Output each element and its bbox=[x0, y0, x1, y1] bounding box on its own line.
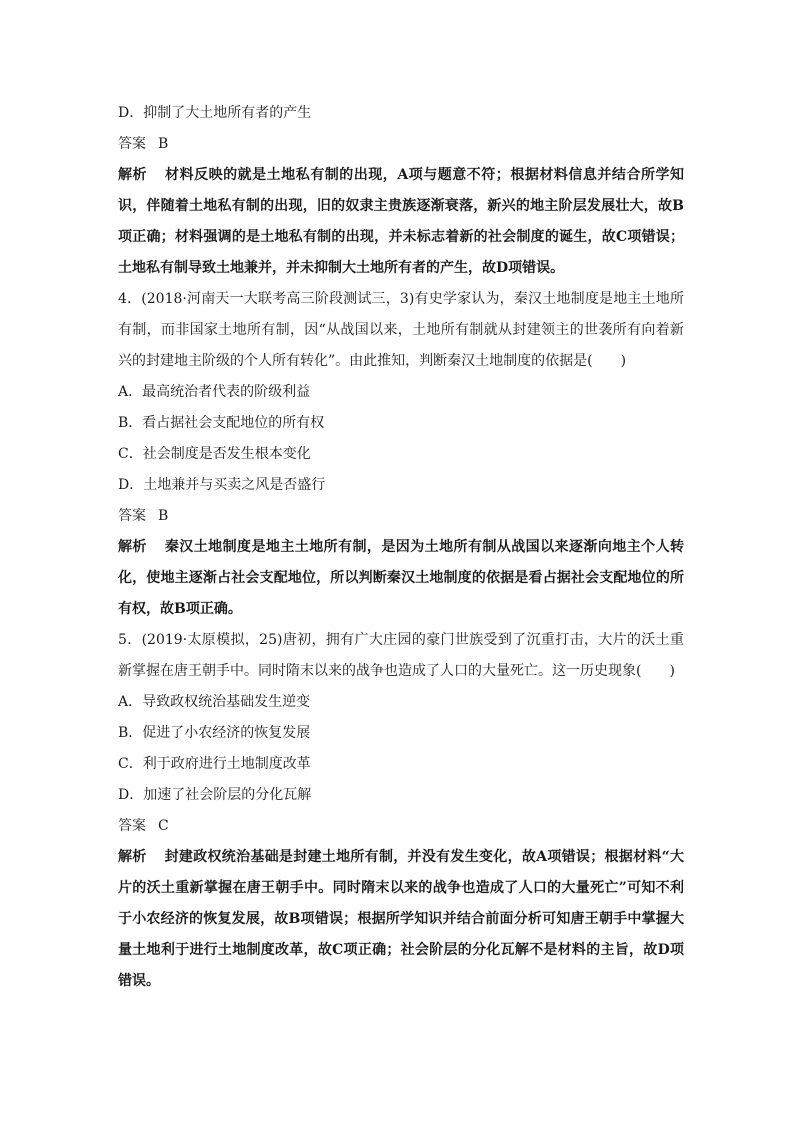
q4-stem: 4．(2018·河南天一大联考高三阶段测试三，3)有史学家认为，秦汉土地制度是地主土地所有制，而非国家土地所有制，因“从战国以来，土地所有制就从封建领主的世袭所有向着新兴的封建地主阶级的个人所有转化”。由此推知，判断秦汉土地制度的依据是( ) bbox=[118, 291, 684, 369]
q4-option-a: A．最高统治者代表的阶级利益 bbox=[118, 384, 311, 400]
answer-value: B bbox=[158, 508, 169, 524]
analysis-text: 秦汉土地制度是地主土地所有制，是因为土地所有制从战国以来逐渐向地主个人转化，使地主逐渐占社会支配地位，所以判断秦汉土地制度的依据是看占据社会支配地位的所有权，故B项正确。 bbox=[118, 539, 685, 617]
answer-value: B bbox=[158, 136, 169, 152]
analysis-text: 材料反映的就是土地私有制的出现，A项与题意不符；根据材料信息并结合所学知识，伴随着土地私有制的出现，旧的奴隶主贵族逐渐衰落，新兴的地主阶层发展壮大，故B项正确；材料强调的是土地私有制的出现，并未标志着新的社会制度的诞生，故C项错误；土地私有制导致土地兼并，并未抑制大土地所有者的产生，故D项错误。 bbox=[118, 167, 684, 276]
answer-label: 答案 bbox=[118, 136, 146, 152]
q5-option-b: B．促进了小农经济的恢复发展 bbox=[118, 725, 311, 741]
document-page bbox=[118, 98, 684, 997]
answer-label: 答案 bbox=[118, 508, 146, 524]
q3-option-d: D．抑制了大土地所有者的产生 bbox=[118, 105, 312, 121]
analysis-label: 解析 bbox=[118, 539, 147, 555]
q5-option-c: C．利于政府进行土地制度改革 bbox=[118, 756, 311, 772]
q4-analysis bbox=[118, 532, 684, 625]
answer-value: C bbox=[158, 818, 169, 834]
analysis-label: 解析 bbox=[118, 849, 147, 865]
q4-option-c: C．社会制度是否发生根本变化 bbox=[118, 446, 311, 462]
q5-option-d: D．加速了社会阶层的分化瓦解 bbox=[118, 787, 312, 803]
q5-answer-line bbox=[118, 811, 684, 842]
q5-option-a: A．导致政权统治基础发生逆变 bbox=[118, 694, 311, 710]
q3-analysis bbox=[118, 160, 684, 284]
q4-option-d: D．土地兼并与买卖之风是否盛行 bbox=[118, 477, 326, 493]
q3-answer-line bbox=[118, 129, 684, 160]
q4-option-b: B．看占据社会支配地位的所有权 bbox=[118, 415, 325, 431]
analysis-text: 封建政权统治基础是封建土地所有制，并没有发生变化，故A项错误；根据材料“大片的沃土重新掌握在唐王朝手中。同时隋末以来的战争也造成了人口的大量死亡”可知不利于小农经济的恢复发展，故B项错误；根据所学知识并结合前面分析可知唐王朝手中掌握大量土地利于进行土地制度改革，故C项正确；社会阶层的分化瓦解不是材料的主旨，故D项错误。 bbox=[118, 849, 685, 989]
q5-analysis bbox=[118, 842, 684, 997]
q4-answer-line bbox=[118, 501, 684, 532]
q5-stem: 5．(2019·太原模拟，25)唐初，拥有广大庄园的豪门世族受到了沉重打击，大片的沃土重新掌握在唐王朝手中。同时隋末以来的战争也造成了人口的大量死亡。这一历史现象( ) bbox=[118, 632, 684, 679]
analysis-label: 解析 bbox=[118, 167, 148, 183]
answer-label: 答案 bbox=[118, 818, 146, 834]
